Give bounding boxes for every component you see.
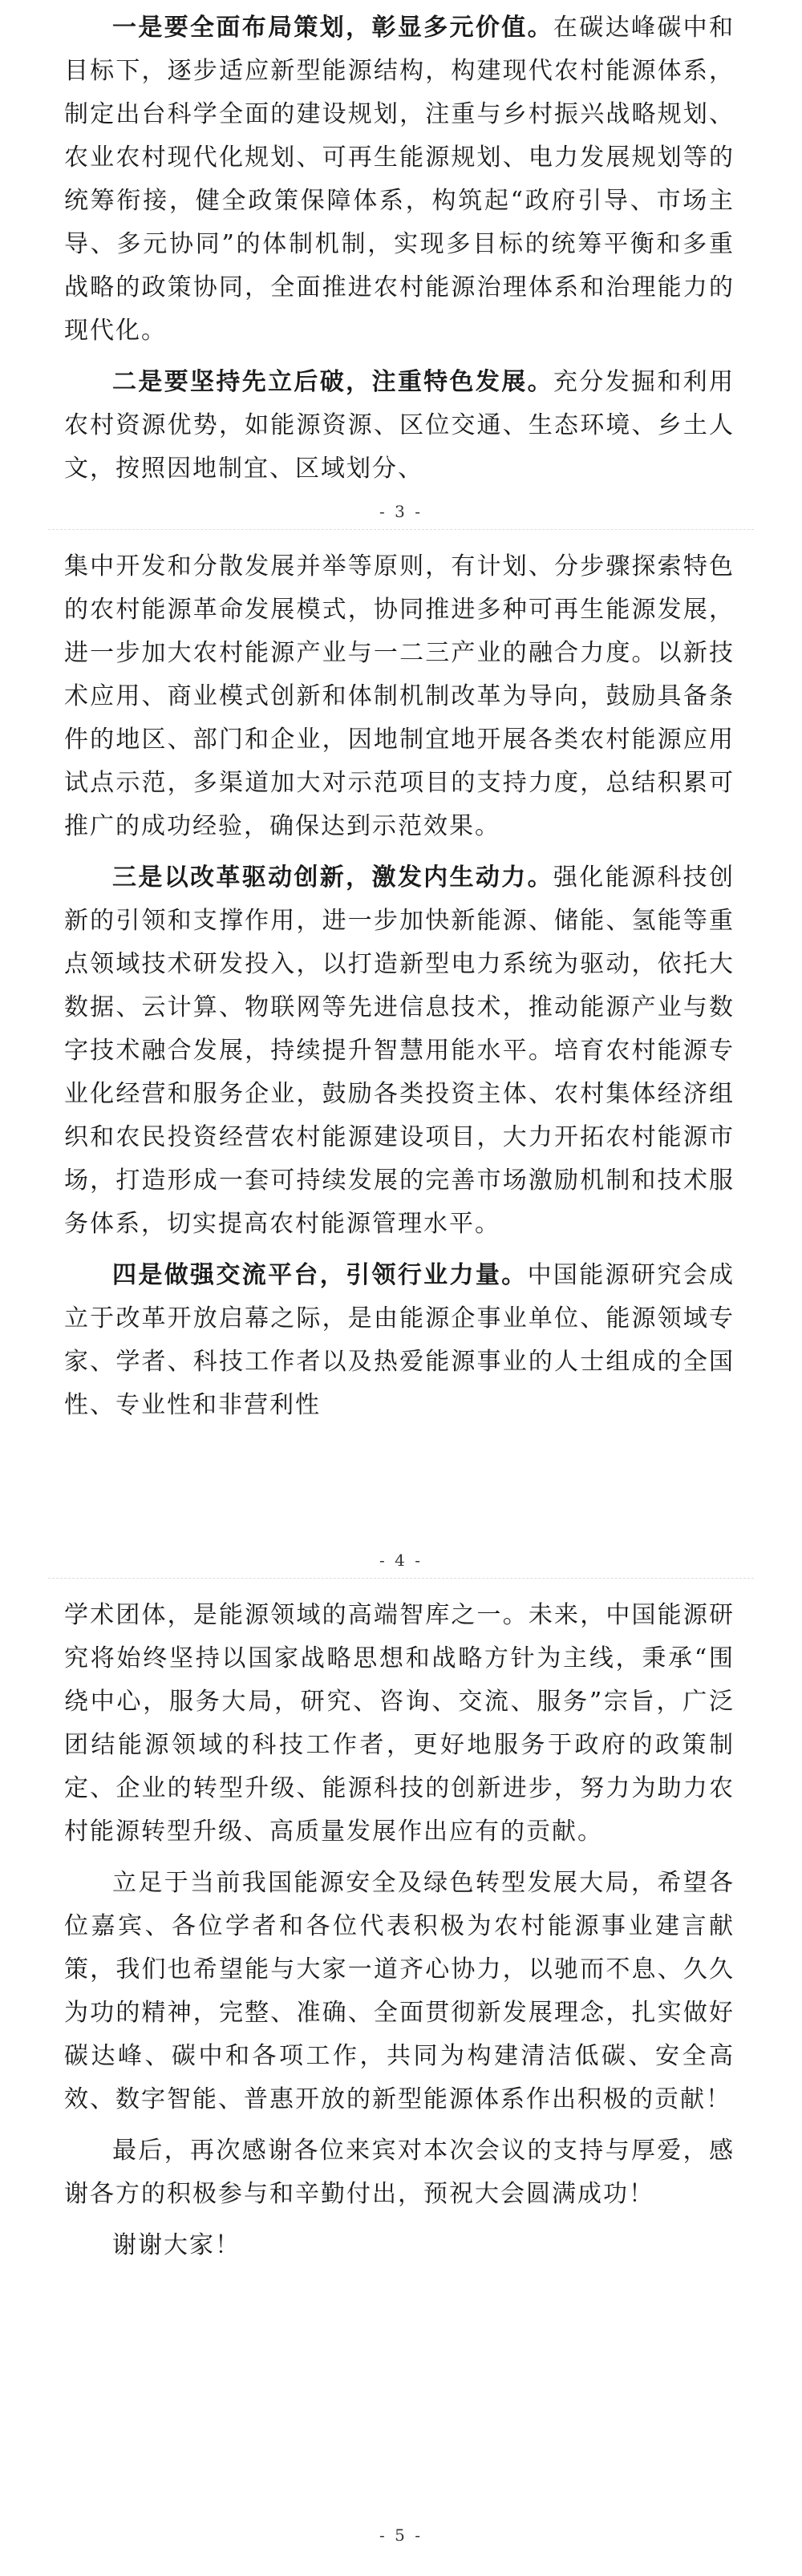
paragraph-2-body: 充分发掘和利用农村资源优势，如能源资源、区位交通、生态环境、乡土人文，按照因地制宜、区域划分、 xyxy=(64,368,735,483)
paragraph-4-body: 中国能源研究会成立于改革开放启幕之际，是由能源企事业单位、能源领域专家、学者、科技工作者以及热爱能源事业的人士组成的全国性、专业性和非营利性 xyxy=(64,1261,735,1419)
page-3-content xyxy=(0,6,802,491)
paragraph-4-continued: 学术团体，是能源领域的高端智库之一。未来，中国能源研究将始终坚持以国家战略思想和战略方针为主线，秉承“围绕中心，服务大局，研究、咨询、交流、服务”宗旨，广泛团结能源领域的科技工作者，更好地服务于政府的政策制定、企业的转型升级、能源科技的创新进步，努力为助力农村能源转型升级、高质量发展作出应有的贡献。 xyxy=(64,1601,735,1846)
paragraph-2-lead: 二是要坚持先立后破，注重特色发展。 xyxy=(112,368,553,396)
paragraph-1-body: 在碳达峰碳中和目标下，逐步适应新型能源结构，构建现代农村能源体系，制定出台科学全面的建设规划，注重与乡村振兴战略规划、农业农村现代化规划、可再生能源规划、电力发展规划等的统筹衔接，健全政策保障体系，构筑起“政府引导、市场主导、多元协同”的体制机制，实现多目标的统筹平衡和多重战略的政策协同，全面推进农村能源治理体系和治理能力的现代化。 xyxy=(64,14,735,345)
paragraph-1-lead: 一是要全面布局策划，彰显多元价值。 xyxy=(112,14,553,42)
page-5-content xyxy=(0,1594,802,2267)
paragraph-4 xyxy=(0,1254,802,1427)
paragraph-2-continued: 集中开发和分散发展并举等原则，有计划、分步骤探索特色的农村能源革命发展模式，协同推进多种可再生能源发展，进一步加大农村能源产业与一二三产业的融合力度。以新技术应用、商业模式创新和体制机制改革为导向，鼓励具备条件的地区、部门和企业，因地制宜地开展各类农村能源应用试点示范，多渠道加大对示范项目的支持力度，总结积累可推广的成功经验，确保达到示范效果。 xyxy=(64,552,735,840)
page-4-content xyxy=(0,545,802,1427)
page-break-divider xyxy=(48,529,754,530)
page-break-divider xyxy=(48,1578,754,1579)
page-number-5: - 5 - xyxy=(379,2525,423,2545)
paragraph-7: 谢谢大家！ xyxy=(112,2231,241,2259)
paragraph-1 xyxy=(0,6,802,353)
paragraph-3 xyxy=(0,856,802,1246)
paragraph-5: 立足于当前我国能源安全及绿色转型发展大局，希望各位嘉宾、各位学者和各位代表积极为农村能源事业建言献策，我们也希望能与大家一道齐心协力，以驰而不息、久久为功的精神，完整、准确、全面贯彻新发展理念，扎实做好碳达峰、碳中和各项工作，共同为构建清洁低碳、安全高效、数字智能、普惠开放的新型能源体系作出积极的贡献！ xyxy=(64,1869,735,2113)
paragraph-3-lead: 三是以改革驱动创新，激发内生动力。 xyxy=(112,863,553,892)
paragraph-3-body: 强化能源科技创新的引领和支撑作用，进一步加快新能源、储能、氢能等重点领域技术研发投入，以打造新型电力系统为驱动，依托大数据、云计算、物联网等先进信息技术，推动能源产业与数字技术融合发展，持续提升智慧用能水平。培育农村能源专业化经营和服务企业，鼓励各类投资主体、农村集体经济组织和农民投资经营农村能源建设项目，大力开拓农村能源市场，打造形成一套可持续发展的完善市场激励机制和技术服务体系，切实提高农村能源管理水平。 xyxy=(64,863,735,1238)
page-number-4: - 4 - xyxy=(379,1551,423,1570)
page-number-3: - 3 - xyxy=(379,502,423,521)
paragraph-2 xyxy=(0,361,802,491)
paragraph-6: 最后，再次感谢各位来宾对本次会议的支持与厚爱，感谢各方的积极参与和辛勤付出，预祝大会圆满成功！ xyxy=(64,2137,735,2208)
paragraph-4-lead: 四是做强交流平台，引领行业力量。 xyxy=(112,1261,528,1289)
